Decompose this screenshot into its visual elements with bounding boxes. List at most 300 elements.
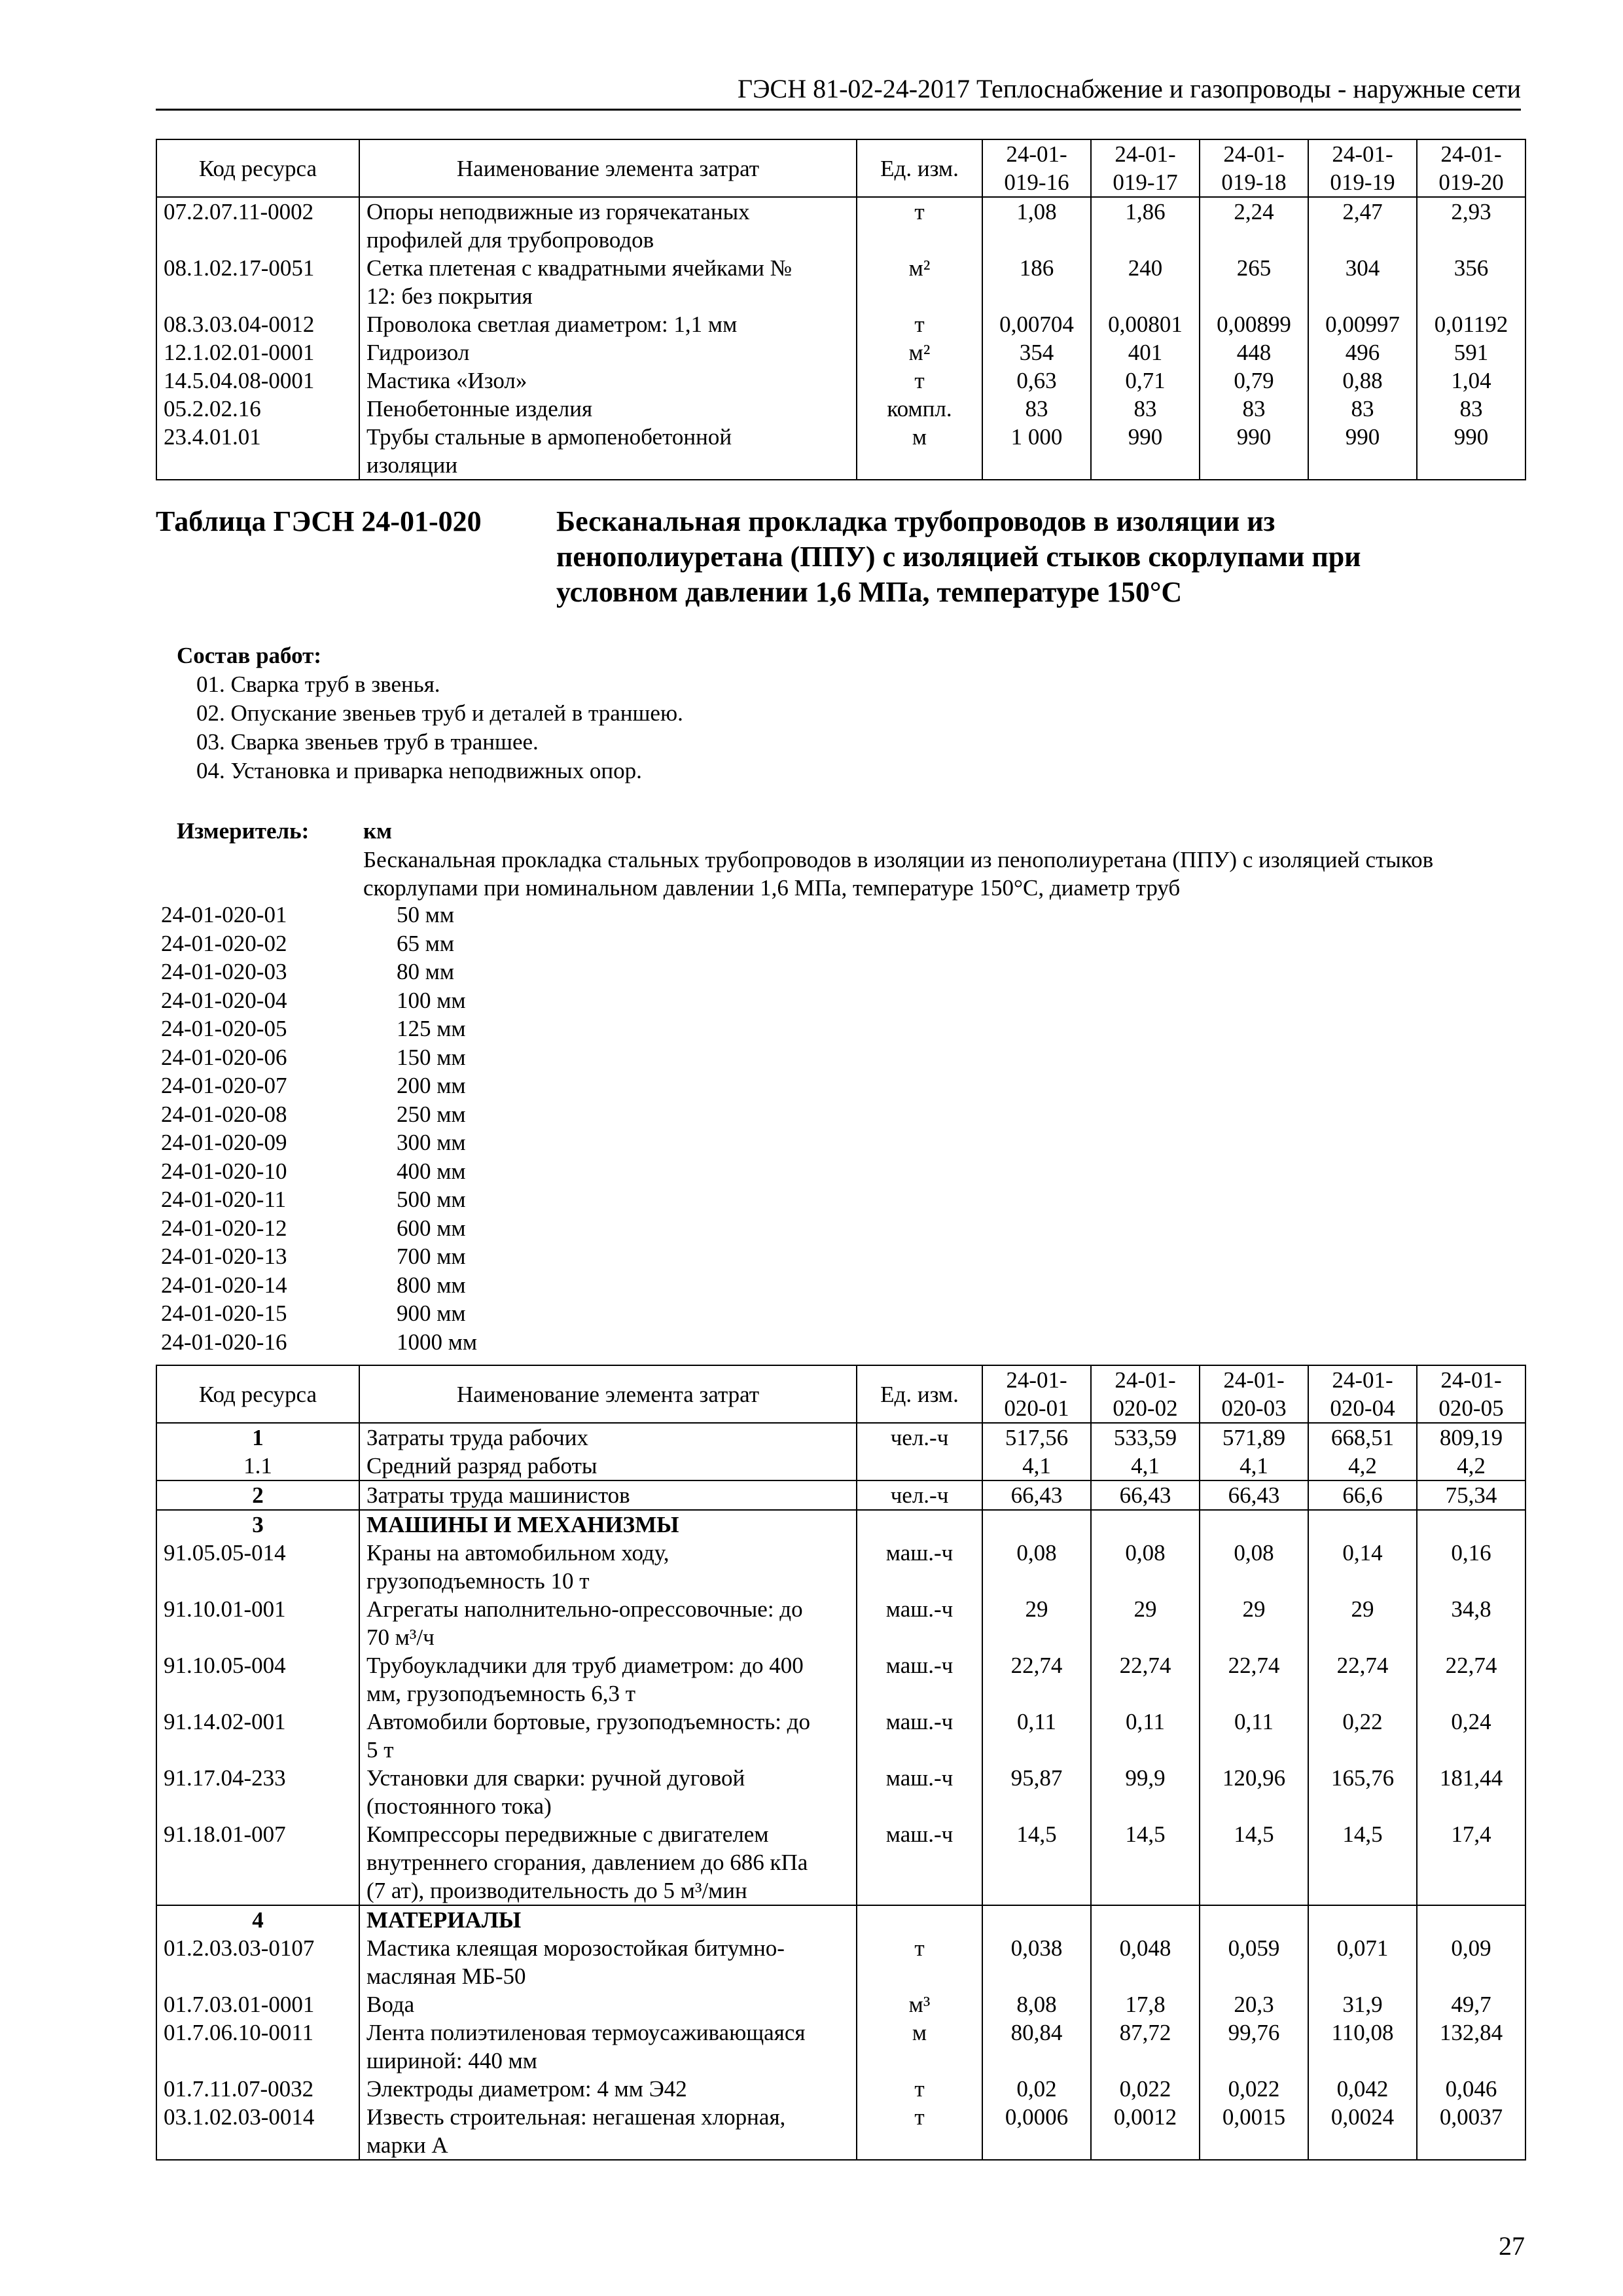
pipe-diameter: 400 мм [397,1158,466,1184]
resource-value: 0,08 [1200,1539,1308,1595]
resource-code: 91.14.02-001 [156,1708,359,1764]
resource-value: 75,34 [1417,1480,1525,1510]
table-row [156,1708,1525,1764]
table-row [156,254,1525,310]
resource-name-line: Компрессоры передвижные с двигателем [366,1821,769,1847]
pipe-diameter: 100 мм [397,987,466,1013]
resource-name-line: 5 т [366,1737,394,1763]
resource-value: 0,24 [1417,1708,1525,1764]
col-header-norm-line: 24-01- [1440,141,1502,167]
resource-value: 29 [1091,1595,1200,1651]
col-header-name: Наименование элемента затрат [359,139,857,197]
resource-name-line: Пенобетонные изделия [366,396,593,422]
resource-code: 91.10.05-004 [156,1651,359,1708]
resource-code: 4 [156,1905,359,1934]
resource-name-line: Гидроизол [366,340,470,365]
pipe-diameter: 65 мм [397,930,455,956]
resource-value: 99,9 [1091,1764,1200,1820]
col-header-norm [1308,1365,1417,1423]
work-item: 02. Опускание звеньев труб и деталей в траншею. [196,700,683,726]
resource-name [359,254,857,310]
norm-code: 24-01-020-05 [161,1016,287,1041]
resource-value: 83 [1308,395,1417,423]
norm-code-row [161,1128,477,1157]
norm-code: 24-01-020-04 [161,987,287,1013]
resource-value: 22,74 [1200,1651,1308,1708]
resource-unit: м [857,423,982,480]
resource-value: 22,74 [982,1651,1091,1708]
resource-unit: маш.-ч [857,1595,982,1651]
table-row [156,1820,1525,1905]
resource-unit: м [857,2018,982,2075]
measure-label: Измеритель: [177,818,310,844]
col-header-norm-line: 24-01- [1115,141,1176,167]
resource-name-line: МАТЕРИАЛЫ [366,1907,522,1933]
col-header-norm [1417,1365,1525,1423]
resource-name-line: Вода [366,1992,415,2017]
resource-name [359,197,857,254]
resource-unit: маш.-ч [857,1820,982,1905]
col-header-norm-line: 24-01- [1332,1367,1393,1393]
norm-code-list [161,901,477,1356]
table-row [156,395,1525,423]
resource-code: 2 [156,1480,359,1510]
resource-name [359,1764,857,1820]
resource-value: 8,08 [982,1990,1091,2018]
resource-value: 1 000 [982,423,1091,480]
col-header-norm [1308,139,1417,197]
resource-code: 08.3.03.04-0012 [156,310,359,338]
norm-code: 24-01-020-14 [161,1272,287,1298]
resource-value: 87,72 [1091,2018,1200,2075]
resource-value: 2,47 [1308,197,1417,254]
work-composition-heading: Состав работ: [177,643,321,668]
resource-name-line: (постоянного тока) [366,1793,552,1819]
pipe-diameter: 150 мм [397,1044,466,1070]
resource-unit: т [857,2075,982,2103]
resource-value: 0,16 [1417,1539,1525,1595]
norm-code: 24-01-020-15 [161,1300,287,1326]
resource-name-line: 12: без покрытия [366,283,533,309]
table-header-row [156,139,1525,197]
resource-unit: маш.-ч [857,1708,982,1764]
norm-code-row [161,1271,477,1300]
resource-unit: чел.-ч [857,1480,982,1510]
norm-code: 24-01-020-09 [161,1130,287,1155]
table-row [156,310,1525,338]
col-header-norm [1091,1365,1200,1423]
resource-value: 0,02 [982,2075,1091,2103]
resource-value: 29 [982,1595,1091,1651]
resource-value: 0,63 [982,367,1091,395]
resource-value: 0,09 [1417,1934,1525,1990]
resource-name-line: Трубоукладчики для труб диаметром: до 400 [366,1653,804,1678]
resource-name [359,2018,857,2075]
resource-name-line: Сетка плетеная с квадратными ячейками № [366,255,793,281]
pipe-diameter: 200 мм [397,1073,466,1098]
resource-value: 0,0012 [1091,2103,1200,2160]
resource-name [359,1651,857,1708]
resource-value: 110,08 [1308,2018,1417,2075]
resource-name-line: Автомобили бортовые, грузоподъемность: до [366,1709,810,1734]
page-number: 27 [1499,2231,1525,2261]
resource-value: 0,00899 [1200,310,1308,338]
resource-value: 83 [1200,395,1308,423]
pipe-diameter: 1000 мм [397,1329,478,1355]
resource-value [1417,1510,1525,1539]
resource-value: 517,56 [982,1423,1091,1452]
resource-value: 66,43 [982,1480,1091,1510]
resource-name-line: Затраты труда машинистов [366,1482,630,1508]
norm-code: 24-01-020-12 [161,1215,287,1241]
resource-value [982,1905,1091,1934]
resource-value: 0,11 [982,1708,1091,1764]
resource-value: 0,022 [1200,2075,1308,2103]
resource-value: 1,04 [1417,367,1525,395]
resource-value: 132,84 [1417,2018,1525,2075]
norm-code-row [161,1157,477,1186]
table-row [156,1452,1525,1480]
resource-value: 2,93 [1417,197,1525,254]
table-row [156,1764,1525,1820]
resource-table-019 [156,139,1526,480]
norm-code: 24-01-020-03 [161,959,287,984]
resource-value: 496 [1308,338,1417,367]
resource-value: 14,5 [1200,1820,1308,1905]
resource-value: 165,76 [1308,1764,1417,1820]
norm-code-row [161,1100,477,1129]
resource-value: 99,76 [1200,2018,1308,2075]
col-header-norm-line: 020-04 [1330,1395,1395,1421]
resource-value: 0,042 [1308,2075,1417,2103]
resource-name [359,367,857,395]
table-row [156,338,1525,367]
resource-value [1200,1905,1308,1934]
resource-value: 0,0006 [982,2103,1091,2160]
resource-value: 1,08 [982,197,1091,254]
resource-value: 14,5 [1308,1820,1417,1905]
resource-value: 80,84 [982,2018,1091,2075]
table-row [156,1905,1525,1934]
col-header-code: Код ресурса [156,139,359,197]
measure-description: Бесканальная прокладка стальных трубопроводов в изоляции из пенополиуретана (ППУ) с изоляцией стыков скорлупами при номинальном давлении 1,6 МПа, температуре 150°С, диаметр труб [363,847,1434,901]
resource-value: 990 [1417,423,1525,480]
resource-value: 17,8 [1091,1990,1200,2018]
resource-unit: маш.-ч [857,1764,982,1820]
resource-value: 66,43 [1091,1480,1200,1510]
table-title: Бесканальная прокладка трубопроводов в изоляции из пенополиуретана (ППУ) с изоляцией стыков скорлупами при условном давлении 1,6 МПа, температуре 150°С [556,505,1361,608]
resource-value: 0,046 [1417,2075,1525,2103]
resource-name-line: мм, грузоподъемность 6,3 т [366,1681,636,1706]
resource-value: 591 [1417,338,1525,367]
resource-value: 17,4 [1417,1820,1525,1905]
resource-name-line: профилей для трубопроводов [366,227,654,253]
resource-value: 4,1 [982,1452,1091,1480]
table-row [156,1651,1525,1708]
resource-value: 809,19 [1417,1423,1525,1452]
resource-value: 533,59 [1091,1423,1200,1452]
resource-value: 66,43 [1200,1480,1308,1510]
resource-value: 22,74 [1308,1651,1417,1708]
resource-value: 0,22 [1308,1708,1417,1764]
resource-code: 3 [156,1510,359,1539]
pipe-diameter: 300 мм [397,1130,466,1155]
resource-code: 05.2.02.16 [156,395,359,423]
pipe-diameter: 500 мм [397,1187,466,1212]
col-header-norm-line: 24-01- [1006,1367,1067,1393]
resource-value: 0,79 [1200,367,1308,395]
resource-value [982,1510,1091,1539]
resource-value: 240 [1091,254,1200,310]
resource-name [359,338,857,367]
table-row [156,2103,1525,2160]
resource-name [359,2075,857,2103]
pipe-diameter: 125 мм [397,1016,466,1041]
table-row [156,197,1525,254]
table-caption: Таблица ГЭСН 24-01-020 [156,505,482,537]
resource-value: 0,022 [1091,2075,1200,2103]
col-header-norm-line: 019-20 [1438,170,1504,195]
resource-value: 95,87 [982,1764,1091,1820]
resource-value: 31,9 [1308,1990,1417,2018]
resource-name [359,1423,857,1452]
resource-value: 66,6 [1308,1480,1417,1510]
resource-name-line: Краны на автомобильном ходу, [366,1540,669,1566]
norm-code: 24-01-020-07 [161,1073,287,1098]
norm-code-row [161,958,477,986]
resource-value: 356 [1417,254,1525,310]
norm-code: 24-01-020-11 [161,1187,287,1212]
norm-code-row [161,1214,477,1243]
resource-value: 668,51 [1308,1423,1417,1452]
resource-name [359,1905,857,1934]
resource-name [359,1934,857,1990]
col-header-code: Код ресурса [156,1365,359,1423]
resource-value: 265 [1200,254,1308,310]
table-row [156,1934,1525,1990]
norm-code: 24-01-020-16 [161,1329,287,1355]
resource-value: 0,0037 [1417,2103,1525,2160]
resource-name-line: Средний разряд работы [366,1453,597,1479]
resource-code: 07.2.07.11-0002 [156,197,359,254]
norm-code-row [161,1328,477,1357]
pipe-diameter: 80 мм [397,959,455,984]
resource-value: 4,1 [1200,1452,1308,1480]
resource-name [359,423,857,480]
resource-name-line: марки А [366,2132,448,2158]
resource-value: 990 [1091,423,1200,480]
resource-name [359,1510,857,1539]
resource-code: 01.7.11.07-0032 [156,2075,359,2103]
resource-name [359,2103,857,2160]
pipe-diameter: 700 мм [397,1244,466,1269]
table-row [156,1423,1525,1452]
col-header-norm-line: 019-17 [1113,170,1178,195]
resource-code: 08.1.02.17-0051 [156,254,359,310]
col-header-norm-line: 019-19 [1330,170,1395,195]
resource-value: 0,01192 [1417,310,1525,338]
work-item: 03. Сварка звеньев труб в траншее. [196,729,539,755]
resource-name-line: 70 м³/ч [366,1624,435,1650]
table-row [156,1510,1525,1539]
col-header-norm [1091,139,1200,197]
resource-value: 22,74 [1417,1651,1525,1708]
resource-name [359,310,857,338]
col-header-norm-line: 24-01- [1223,1367,1285,1393]
resource-value: 0,00801 [1091,310,1200,338]
resource-name [359,1708,857,1764]
work-item: 04. Установка и приварка неподвижных опор. [196,758,642,783]
resource-code: 91.05.05-014 [156,1539,359,1595]
col-header-norm-line: 020-03 [1221,1395,1287,1421]
resource-code: 23.4.01.01 [156,423,359,480]
resource-code: 1 [156,1423,359,1452]
resource-name-line: Лента полиэтиленовая термоусаживающаяся [366,2020,806,2045]
resource-code: 1.1 [156,1452,359,1480]
resource-value: 2,24 [1200,197,1308,254]
resource-value: 0,048 [1091,1934,1200,1990]
resource-value: 571,89 [1200,1423,1308,1452]
norm-code-row [161,986,477,1015]
resource-value: 29 [1308,1595,1417,1651]
col-header-unit: Ед. изм. [857,1365,982,1423]
resource-unit: т [857,197,982,254]
pipe-diameter: 250 мм [397,1101,466,1127]
resource-value: 354 [982,338,1091,367]
pipe-diameter: 800 мм [397,1272,466,1298]
resource-code: 01.7.06.10-0011 [156,2018,359,2075]
resource-value: 0,071 [1308,1934,1417,1990]
running-header: ГЭСН 81-02-24-2017 Теплоснабжение и газопроводы - наружные сети [156,69,1521,111]
pipe-diameter: 600 мм [397,1215,466,1241]
resource-value: 83 [982,395,1091,423]
resource-unit: т [857,2103,982,2160]
resource-unit: чел.-ч [857,1423,982,1452]
norm-code: 24-01-020-13 [161,1244,287,1269]
col-header-norm-line: 24-01- [1115,1367,1176,1393]
col-header-norm [982,139,1091,197]
resource-unit: т [857,310,982,338]
resource-name-line: Мастика клеящая морозостойкая битумно- [366,1935,785,1961]
col-header-norm-line: 24-01- [1440,1367,1502,1393]
norm-code-row [161,901,477,929]
resource-value: 0,0024 [1308,2103,1417,2160]
resource-value: 448 [1200,338,1308,367]
resource-value: 0,00704 [982,310,1091,338]
resource-unit: т [857,1934,982,1990]
resource-name-line: Известь строительная: негашеная хлорная, [366,2104,786,2130]
resource-value: 0,0015 [1200,2103,1308,2160]
resource-value: 0,00997 [1308,310,1417,338]
resource-code: 01.7.03.01-0001 [156,1990,359,2018]
resource-name-line: масляная МБ-50 [366,1964,526,1989]
col-header-unit: Ед. изм. [857,139,982,197]
norm-code-row [161,1299,477,1328]
col-header-norm [982,1365,1091,1423]
resource-name-line: Установки для сварки: ручной дуговой [366,1765,745,1791]
norm-code: 24-01-020-02 [161,930,287,956]
table-row [156,1990,1525,2018]
norm-code: 24-01-020-06 [161,1044,287,1070]
table-row [156,1595,1525,1651]
norm-code-row [161,1014,477,1043]
resource-name [359,1480,857,1510]
resource-unit: м³ [857,1990,982,2018]
col-header-norm-line: 019-18 [1221,170,1287,195]
work-composition [177,641,683,785]
resource-code: 12.1.02.01-0001 [156,338,359,367]
table-row [156,2018,1525,2075]
col-header-norm [1200,1365,1308,1423]
resource-name [359,1595,857,1651]
resource-value [1308,1510,1417,1539]
resource-value: 120,96 [1200,1764,1308,1820]
resource-value: 83 [1091,395,1200,423]
resource-name-line: внутреннего сгорания, давлением до 686 кПа [366,1850,808,1875]
resource-value: 0,08 [982,1539,1091,1595]
resource-value: 49,7 [1417,1990,1525,2018]
col-header-norm-line: 24-01- [1006,141,1067,167]
resource-value: 14,5 [1091,1820,1200,1905]
resource-name [359,1820,857,1905]
resource-code: 91.18.01-007 [156,1820,359,1905]
resource-value: 0,14 [1308,1539,1417,1595]
resource-name [359,1452,857,1480]
resource-value: 0,038 [982,1934,1091,1990]
resource-value: 20,3 [1200,1990,1308,2018]
resource-value [1091,1510,1200,1539]
pipe-diameter: 900 мм [397,1300,466,1326]
resource-value: 14,5 [982,1820,1091,1905]
resource-name-line: Трубы стальные в армопенобетонной [366,424,732,450]
resource-unit: т [857,367,982,395]
table-row [156,1480,1525,1510]
resource-name-line: изоляции [366,452,458,478]
resource-value: 29 [1200,1595,1308,1651]
resource-value: 4,2 [1417,1452,1525,1480]
col-header-name: Наименование элемента затрат [359,1365,857,1423]
resource-name [359,1990,857,2018]
col-header-norm [1417,139,1525,197]
resource-code: 01.2.03.03-0107 [156,1934,359,1990]
resource-name [359,1539,857,1595]
resource-name-line: Электроды диаметром: 4 мм Э42 [366,2076,687,2102]
col-header-norm-line: 24-01- [1332,141,1393,167]
resource-value: 0,059 [1200,1934,1308,1990]
norm-code: 24-01-020-10 [161,1158,287,1184]
resource-value: 34,8 [1417,1595,1525,1651]
resource-code: 14.5.04.08-0001 [156,367,359,395]
resource-name-line: Затраты труда рабочих [366,1425,588,1450]
resource-value: 1,86 [1091,197,1200,254]
resource-value: 0,11 [1091,1708,1200,1764]
resource-name-line: Агрегаты наполнительно-опрессовочные: до [366,1596,803,1622]
resource-unit: м² [857,338,982,367]
resource-unit [857,1905,982,1934]
col-header-norm-line: 24-01- [1223,141,1285,167]
measure-unit: км [363,818,393,844]
resource-unit: м² [857,254,982,310]
resource-unit [857,1452,982,1480]
norm-code-row [161,1071,477,1100]
resource-unit [857,1510,982,1539]
resource-value: 0,88 [1308,367,1417,395]
resource-value: 83 [1417,395,1525,423]
col-header-norm-line: 020-05 [1438,1395,1504,1421]
resource-value: 0,71 [1091,367,1200,395]
resource-value: 0,08 [1091,1539,1200,1595]
resource-table-020 [156,1365,1526,2161]
